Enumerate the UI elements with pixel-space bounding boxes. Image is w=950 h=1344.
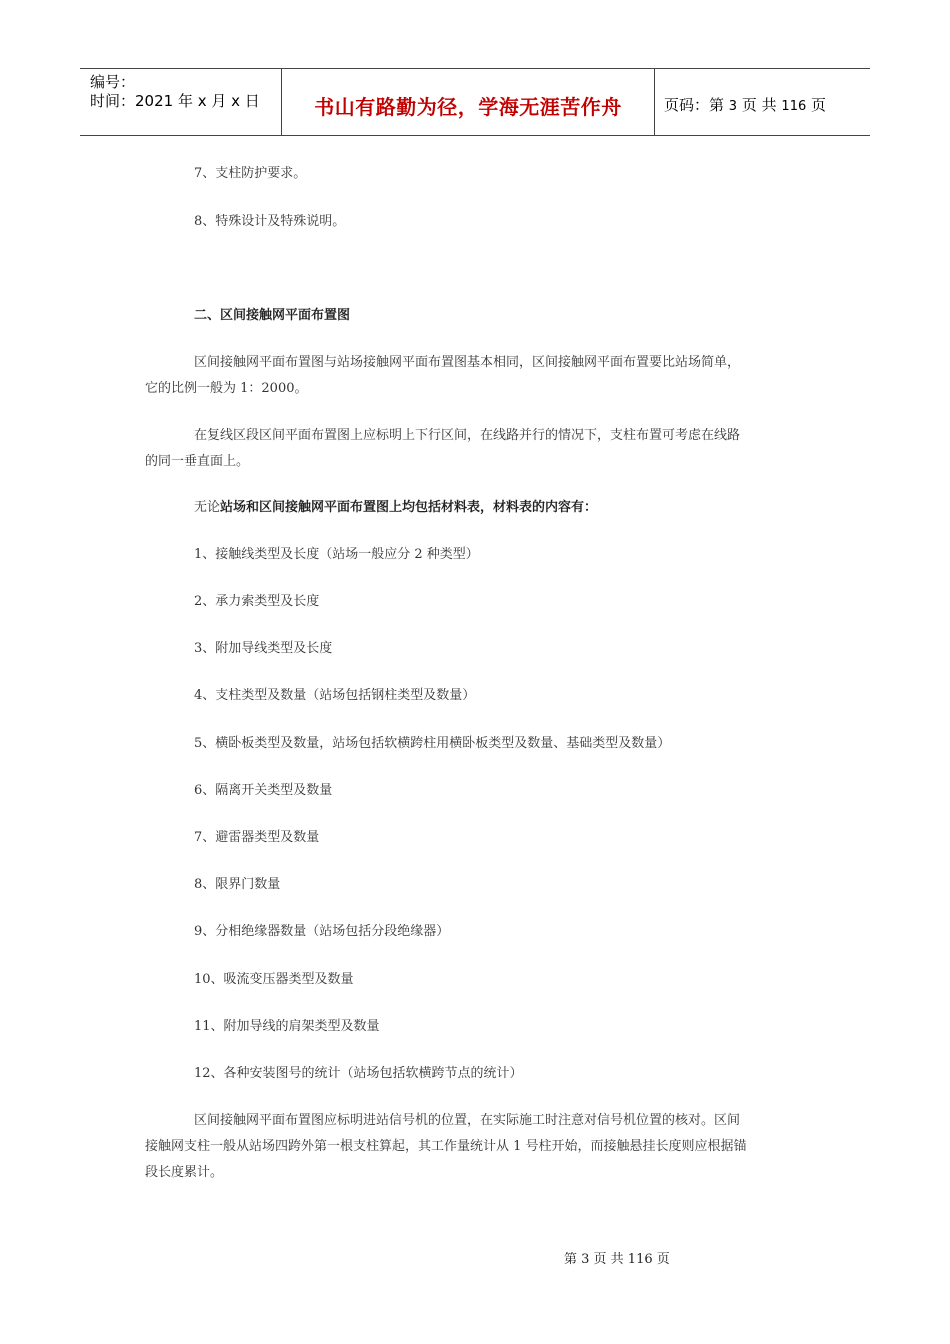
header-motto: 书山有路勤为径，学海无涯苦作舟: [314, 95, 622, 119]
header-code-label: 编号：: [90, 73, 136, 91]
list-item: 1、接触线类型及长度（站场一般应分 2 种类型）: [194, 547, 479, 562]
paragraph-3-bold: 站场和区间接触网平面布置图上均包括材料表，材料表的内容有：: [220, 500, 598, 515]
paragraph-1-line-2: 它的比例一般为 1：2000。: [145, 381, 308, 396]
paragraph-4-line-2: 接触网支柱一般从站场四跨外第一根支柱算起，其工作量统计从 1 号柱开始，而接触悬挂长度则应根据锚: [145, 1139, 747, 1154]
header-page-mid: 页 共: [741, 96, 777, 114]
header-page-suffix: 页: [811, 96, 827, 114]
list-item: 2、承力索类型及长度: [194, 594, 320, 609]
list-item: 7、避雷器类型及数量: [194, 830, 320, 845]
header-page-indicator: [664, 94, 826, 115]
item-support-protection: 7、支柱防护要求。: [194, 166, 307, 181]
paragraph-1-line-1: 区间接触网平面布置图与站场接触网平面布置图基本相同，区间接触网平面布置要比站场简单，: [194, 355, 741, 370]
paragraph-3-prefix: 无论: [194, 500, 221, 515]
list-item: 8、限界门数量: [194, 877, 281, 892]
list-item: 5、横卧板类型及数量，站场包括软横跨柱用横卧板类型及数量、基础类型及数量）: [194, 736, 671, 751]
list-item: 9、分相绝缘器数量（站场包括分段绝缘器）: [194, 924, 450, 939]
paragraph-3: [194, 496, 597, 515]
list-item: 11、附加导线的肩架类型及数量: [194, 1019, 380, 1034]
list-item: 10、吸流变压器类型及数量: [194, 972, 354, 987]
list-item: 6、隔离开关类型及数量: [194, 783, 333, 798]
paragraph-4-line-1: 区间接触网平面布置图应标明进站信号机的位置，在实际施工时注意对信号机位置的核对。区间: [194, 1113, 741, 1128]
header-page-prefix: 页码：第: [664, 96, 725, 114]
list-item: 12、各种安装图号的统计（站场包括软横跨节点的统计）: [194, 1066, 523, 1081]
page-footer: 第 3 页 共 116 页: [564, 1252, 670, 1267]
paragraph-2-line-1: 在复线区段区间平面布置图上应标明上下行区间，在线路并行的情况下，支柱布置可考虑在线路: [194, 428, 741, 443]
header-page-current: 3: [728, 99, 738, 114]
list-item: 4、支柱类型及数量（站场包括钢柱类型及数量）: [194, 688, 476, 703]
section-title: 二、区间接触网平面布置图: [194, 308, 351, 323]
list-item: 3、附加导线类型及长度: [194, 641, 333, 656]
header-page-total: 116: [781, 99, 807, 114]
header-divider-right: [654, 69, 655, 135]
paragraph-4-line-3: 段长度累计。: [145, 1165, 224, 1180]
paragraph-2-line-2: 的同一垂直面上。: [145, 454, 250, 469]
header-meta: [90, 73, 260, 111]
item-special-design: 8、特殊设计及特殊说明。: [194, 214, 346, 229]
page-header: [80, 68, 870, 136]
header-time-label: 时间：2021 年 x 月 x 日: [90, 92, 260, 110]
